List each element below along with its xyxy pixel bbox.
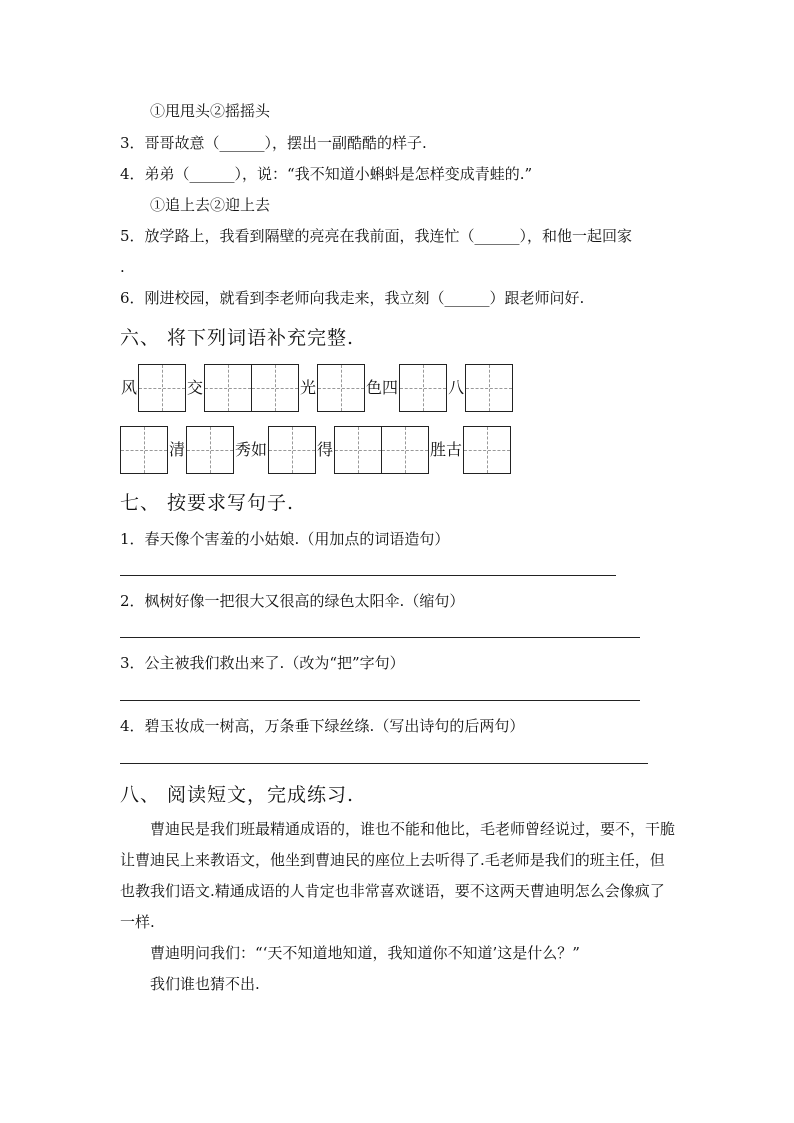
writing-box[interactable] <box>268 426 316 474</box>
section-8-heading: 八、 阅读短文，完成练习. <box>120 784 355 806</box>
question-7-1: 1．春天像个害羞的小姑娘.（用加点的词语造句） <box>120 530 450 548</box>
reading-passage <box>120 814 675 1000</box>
writing-box[interactable] <box>317 364 365 412</box>
writing-box[interactable] <box>120 426 168 474</box>
writing-box[interactable] <box>138 364 186 412</box>
grid-char: 得 <box>317 440 334 459</box>
question-5-5: 5．放学路上，我看到隔壁的亮亮在我前面，我连忙（______），和他一起回家 <box>120 227 633 245</box>
passage-paragraph-2: 曹迪明问我们：“‘天不知道地知道，我知道你不知道’这是什么？” <box>150 944 580 962</box>
writing-box[interactable] <box>381 426 429 474</box>
writing-box[interactable] <box>204 364 252 412</box>
question-7-2: 2．枫树好像一把很大又很高的绿色太阳伞.（缩句） <box>120 592 465 610</box>
grid-char: 风 <box>121 378 138 397</box>
writing-box[interactable] <box>465 364 513 412</box>
answer-line[interactable] <box>120 637 640 638</box>
section-6-heading: 六、 将下列词语补充完整. <box>120 327 355 349</box>
answer-line[interactable] <box>120 700 640 701</box>
word-grid-row-2 <box>120 426 511 474</box>
grid-char: 秀如 <box>235 440 268 459</box>
grid-char: 交 <box>187 378 204 397</box>
writing-box[interactable] <box>251 364 299 412</box>
writing-box[interactable] <box>186 426 234 474</box>
passage-paragraph-3: 我们谁也猜不出. <box>150 975 260 993</box>
word-grid-row-1 <box>120 364 513 412</box>
question-5-3: 3．哥哥故意（______），摆出一副酷酷的样子. <box>120 134 427 152</box>
question-5-5-tail: . <box>120 258 125 276</box>
answer-line[interactable] <box>120 763 648 764</box>
writing-box[interactable] <box>399 364 447 412</box>
grid-char: 色四 <box>366 378 399 397</box>
answer-line[interactable] <box>120 575 616 576</box>
grid-char: 八 <box>448 378 465 397</box>
question-7-3: 3．公主被我们救出来了.（改为“把”字句） <box>120 654 405 672</box>
section-7-heading: 七、 按要求写句子. <box>120 492 295 514</box>
grid-char: 清 <box>169 440 186 459</box>
grid-char: 光 <box>300 378 317 397</box>
question-5-4: 4．弟弟（______），说：“我不知道小蝌蚪是怎样变成青蛙的.” <box>120 165 533 183</box>
options-q2: ①甩甩头②摇摇头 <box>150 102 271 120</box>
writing-box[interactable] <box>463 426 511 474</box>
grid-char: 胜古 <box>430 440 463 459</box>
passage-paragraph-1: 曹迪民是我们班最精通成语的，谁也不能和他比，毛老师曾经说过，要不，干脆让曹迪民上来教语文，他坐到曹迪民的座位上去听得了.毛老师是我们的班主任，但也教我们语文.精通成语的人肯定也非常喜欢谜语，要不这两天曹迪明怎么会像疯了一样. <box>120 820 676 931</box>
question-5-6: 6．刚进校园，就看到李老师向我走来，我立刻（______）跟老师问好. <box>120 289 585 307</box>
question-7-4: 4．碧玉妆成一树高，万条垂下绿丝绦.（写出诗句的后两句） <box>120 717 525 735</box>
options-q4: ①追上去②迎上去 <box>150 196 271 214</box>
writing-box[interactable] <box>334 426 382 474</box>
